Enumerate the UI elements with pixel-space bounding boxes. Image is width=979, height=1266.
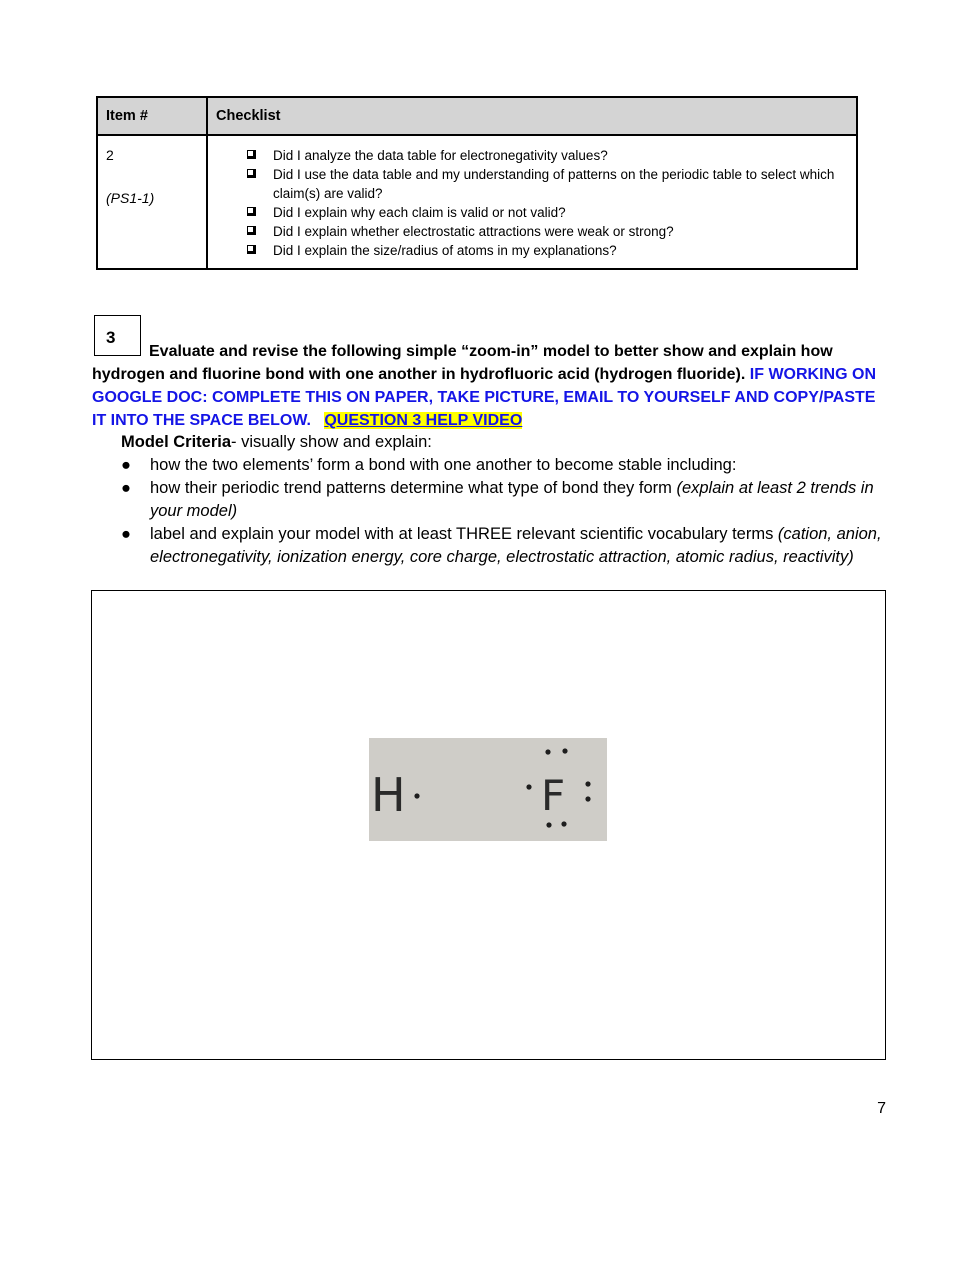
checkbox-icon[interactable] xyxy=(247,245,256,254)
fluorine-electron-dot xyxy=(585,796,590,801)
checklist-header: Checklist xyxy=(207,97,857,135)
bullet-icon: ● xyxy=(121,525,131,543)
fluorine-electron-dot xyxy=(561,821,566,826)
standard-code: (PS1-1) xyxy=(106,190,155,206)
checklist-item xyxy=(244,222,848,241)
criteria-suffix: - visually show and explain: xyxy=(231,433,432,451)
checklist-items xyxy=(244,146,848,260)
page-number: 7 xyxy=(877,1100,886,1117)
checkbox-icon[interactable] xyxy=(247,150,256,159)
question-prompt: Evaluate and revise the following simple “zoom-in” model to better show and explain how hydrogen and fluorine bond with one another in hydrofluoric acid (hydrogen fluoride). xyxy=(92,343,833,383)
criteria-item xyxy=(121,454,891,477)
checklist-item-text: Did I explain the size/radius of atoms in my explanations? xyxy=(273,243,617,258)
fluorine-electron-dot xyxy=(546,822,551,827)
checklist-item-text: Did I explain why each claim is valid or not valid? xyxy=(273,205,566,220)
hydrogen-electron-dot xyxy=(414,793,419,798)
hydrogen-symbol: H xyxy=(371,768,406,822)
checkbox-icon[interactable] xyxy=(247,169,256,178)
model-criteria xyxy=(121,431,432,454)
fluorine-electron-dot xyxy=(562,748,567,753)
checklist-item-text: Did I use the data table and my understanding of patterns on the periodic table to select which claim(s) are valid? xyxy=(273,167,835,201)
item-number: 2 xyxy=(106,147,114,163)
checkbox-icon[interactable] xyxy=(247,207,256,216)
google-doc-instruction: IF WORKING ON GOOGLE DOC: COMPLETE THIS ON PAPER, TAKE PICTURE, EMAIL TO YOURSELF AND COPY/PASTE IT INTO THE SPACE BELOW. xyxy=(92,366,876,429)
criteria-item xyxy=(121,477,891,523)
checklist-item-text: Did I explain whether electrostatic attractions were weak or strong? xyxy=(273,224,674,239)
bullet-icon: ● xyxy=(121,479,131,497)
checklist-cell xyxy=(207,135,857,269)
criteria-text: label and explain your model with at least THREE relevant scientific vocabulary terms xyxy=(150,525,778,543)
checklist-item xyxy=(244,165,848,203)
checkbox-icon[interactable] xyxy=(247,226,256,235)
fluorine-electron-dot xyxy=(545,749,550,754)
fluorine-electron-dot xyxy=(585,781,590,786)
criteria-note: (explain at least 2 trends in your model) xyxy=(150,479,874,520)
criteria-list xyxy=(121,454,891,569)
checklist-item xyxy=(244,146,848,165)
checklist-item xyxy=(244,241,848,260)
criteria-text: how their periodic trend patterns determine what type of bond they form xyxy=(150,479,677,497)
criteria-text: how the two elements’ form a bond with one another to become stable including: xyxy=(150,456,737,474)
criteria-item xyxy=(121,523,891,569)
checklist-row xyxy=(97,135,857,269)
checklist-item-text: Did I analyze the data table for electronegativity values? xyxy=(273,148,608,163)
fluorine-electron-dot xyxy=(526,784,531,789)
question-text xyxy=(92,340,892,432)
criteria-note: (cation, anion, electronegativity, ionization energy, core charge, electrostatic attraction, atomic radius, reactivity) xyxy=(150,525,882,566)
checklist-item xyxy=(244,203,848,222)
item-cell xyxy=(97,135,207,269)
checklist-table xyxy=(96,96,858,270)
bullet-icon: ● xyxy=(121,456,131,474)
checklist-header-row xyxy=(97,97,857,135)
question-number-box: 3 xyxy=(94,315,141,356)
lewis-dot-model-image xyxy=(369,738,607,841)
fluorine-symbol: F xyxy=(541,771,566,820)
criteria-title: Model Criteria xyxy=(121,433,232,451)
help-video-link[interactable]: QUESTION 3 HELP VIDEO xyxy=(324,412,523,429)
item-number-header: Item # xyxy=(97,97,207,135)
